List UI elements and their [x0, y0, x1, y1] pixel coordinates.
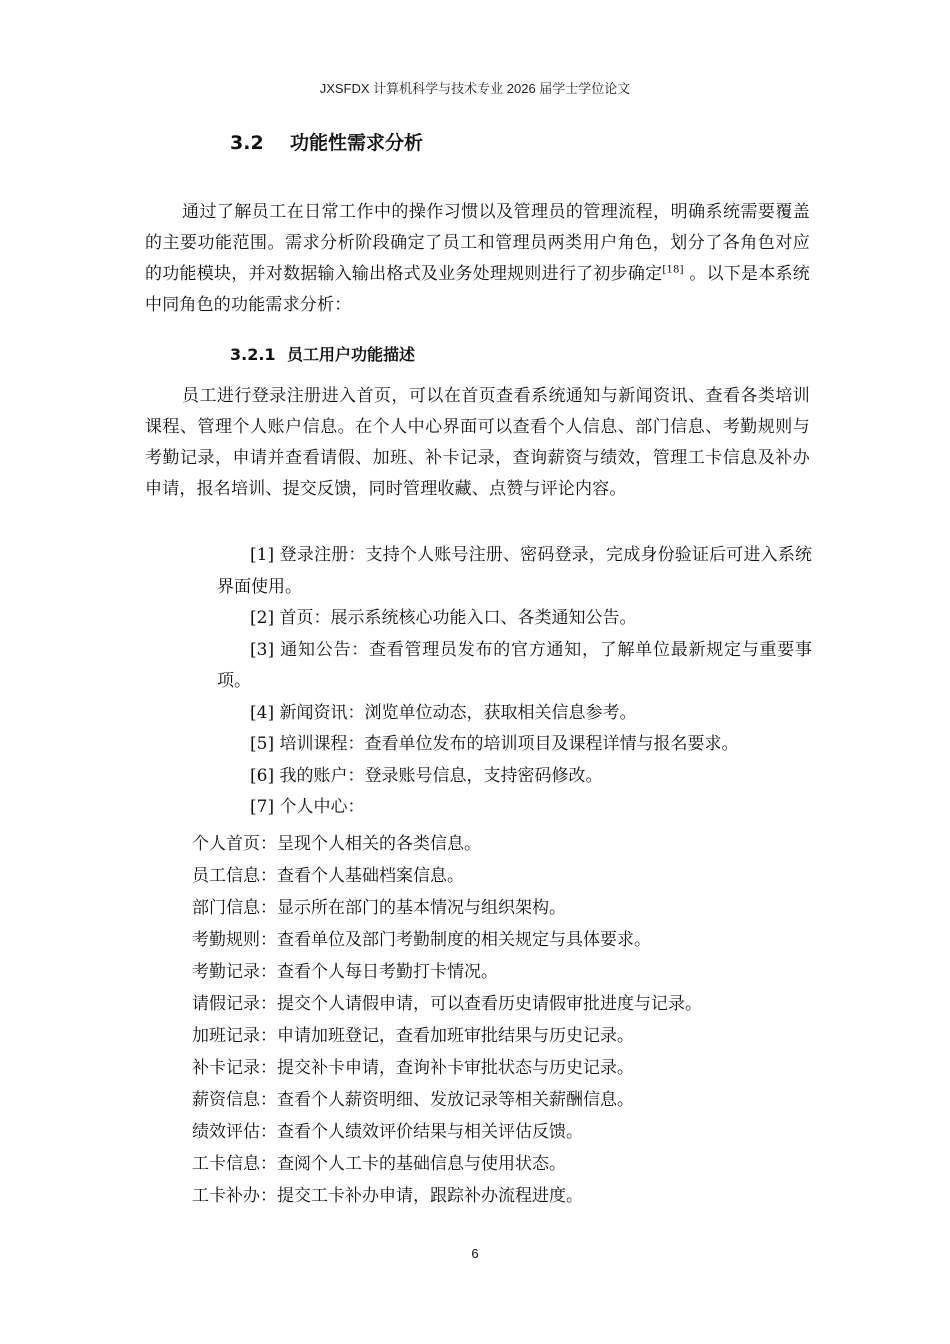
- section-number: 3.2: [230, 132, 264, 154]
- employee-intro-paragraph: 员工进行登录注册进入首页，可以在首页查看系统通知与新闻资讯、查看各类培训课程、管理个人账户信息。在个人中心界面可以查看个人信息、部门信息、考勤规则与考勤记录，申请并查看请假、加班、补卡记录，查询薪资与绩效，管理工卡信息及补办申请，报名培训、提交反馈，同时管理收藏、点赞与评论内容。: [145, 386, 810, 499]
- personal-center-item: 考勤规则：查看单位及部门考勤制度的相关规定与具体要求。: [192, 930, 651, 950]
- page-number: 6: [471, 1246, 479, 1261]
- personal-center-item: 工卡补办：提交工卡补办申请，跟踪补办流程进度。: [192, 1186, 583, 1206]
- personal-center-item: 员工信息：查看个人基础档案信息。: [192, 866, 464, 886]
- intro-paragraph: [145, 197, 810, 321]
- personal-center-item: 薪资信息：查看个人薪资明细、发放记录等相关薪酬信息。: [192, 1090, 634, 1110]
- intro-tail: 。以下是本系统中同角色的功能需求分析：: [145, 264, 810, 315]
- feature-item: [7] 个人中心：: [250, 797, 365, 817]
- feature-item: [2] 首页：展示系统核心功能入口、各类通知公告。: [250, 608, 637, 628]
- running-header: JXSFDX 计算机科学与技术专业 2026 届学士学位论文: [319, 81, 631, 96]
- subsection-heading: [230, 342, 415, 365]
- citation: [18]: [662, 264, 684, 276]
- intro-text: 通过了解员工在日常工作中的操作习惯以及管理员的管理流程，明确系统需要覆盖的主要功能范围。需求分析阶段确定了员工和管理员两类用户角色，划分了各角色对应的功能模块，并对数据输入输出格式及业务处理规则进行了初步确定: [145, 202, 810, 284]
- personal-center-item: 考勤记录：查看个人每日考勤打卡情况。: [192, 962, 498, 982]
- personal-center-item: 补卡记录：提交补卡申请，查询补卡审批状态与历史记录。: [192, 1058, 634, 1078]
- subsection-title: 员工用户功能描述: [287, 345, 416, 364]
- personal-center-item: 请假记录：提交个人请假申请，可以查看历史请假审批进度与记录。: [192, 994, 702, 1014]
- personal-center-item: 加班记录：申请加班登记，查看加班审批结果与历史记录。: [192, 1026, 634, 1046]
- feature-item: [5] 培训课程：查看单位发布的培训项目及课程详情与报名要求。: [250, 734, 739, 754]
- personal-center-item: 个人首页：呈现个人相关的各类信息。: [192, 834, 481, 854]
- personal-center-list: [192, 828, 812, 1212]
- personal-center-item: 绩效评估：查看个人绩效评价结果与相关评估反馈。: [192, 1122, 583, 1142]
- personal-center-item: 工卡信息：查阅个人工卡的基础信息与使用状态。: [192, 1154, 566, 1174]
- feature-item: [6] 我的账户：登录账号信息，支持密码修改。: [250, 765, 603, 786]
- subsection-number: 3.2.1: [230, 345, 276, 364]
- feature-list: [217, 540, 812, 824]
- section-heading: [230, 128, 423, 155]
- section-title: 功能性需求分析: [290, 132, 424, 154]
- feature-item: [4] 新闻资讯：浏览单位动态，获取相关信息参考。: [250, 702, 637, 723]
- personal-center-item: 部门信息：显示所在部门的基本情况与组织架构。: [192, 898, 566, 918]
- feature-item: [3] 通知公告：查看管理员发布的官方通知，了解单位最新规定与重要事项。: [217, 639, 812, 691]
- feature-item: [1] 登录注册：支持个人账号注册、密码登录，完成身份验证后可进入系统界面使用。: [217, 545, 812, 597]
